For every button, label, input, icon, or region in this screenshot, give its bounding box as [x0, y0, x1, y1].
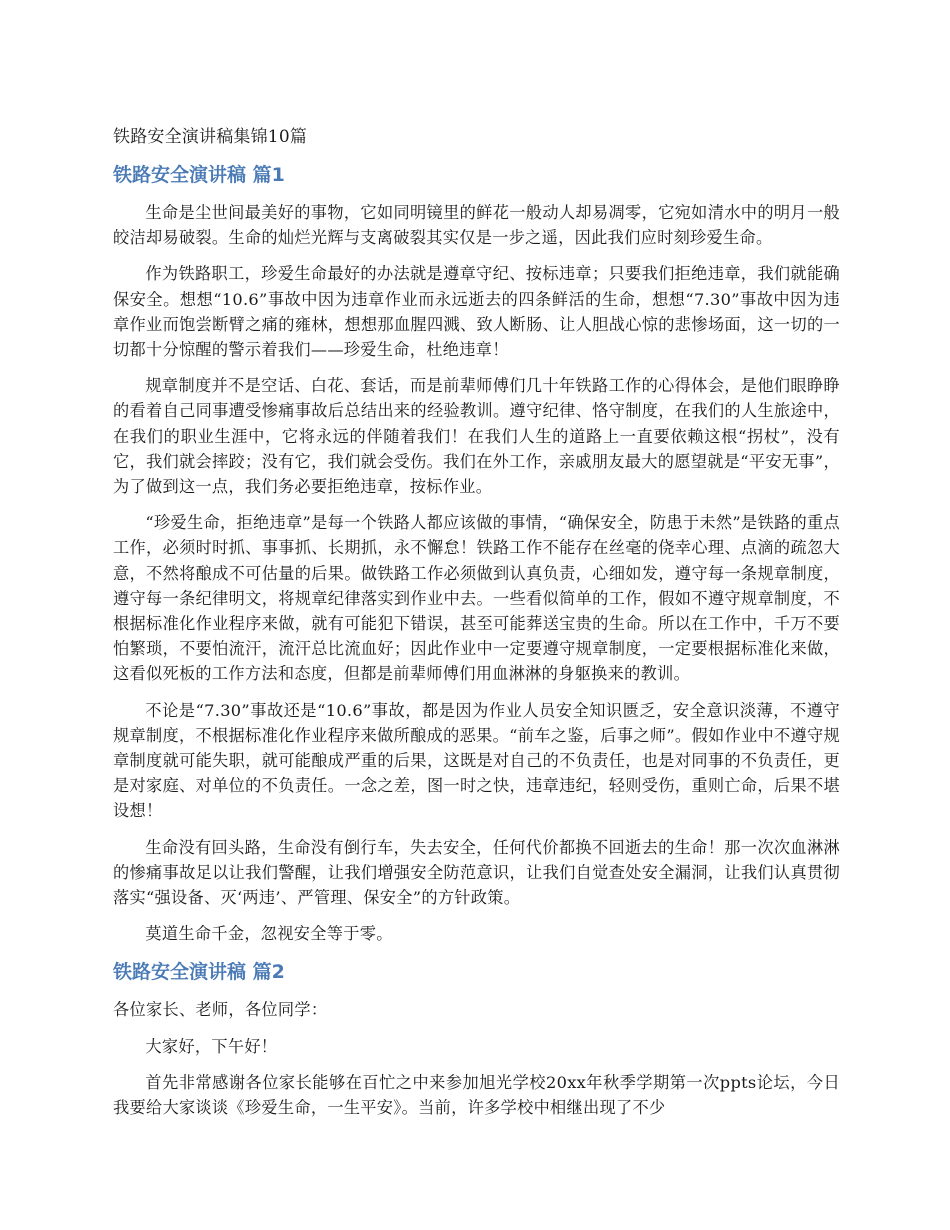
section-2	[113, 957, 840, 1120]
paragraph: 首先非常感谢各位家长能够在百忙之中来参加旭光学校20xx年秋季学期第一次ppts论坛，今日我要给大家谈谈《珍爱生命，一生平安》。当前，许多学校中相继出现了不少	[113, 1072, 840, 1118]
paragraph: 大家好，下午好！	[145, 1036, 278, 1056]
salutation: 各位家长、老师，各位同学：	[113, 1000, 328, 1020]
document-title: 铁路安全演讲稿集锦10篇	[113, 127, 308, 147]
section-heading: 铁路安全演讲稿 篇1	[113, 164, 285, 186]
section-1	[113, 160, 840, 946]
paragraph: 不论是“7.30”事故还是“10.6”事故，都是因为作业人员安全知识匮乏，安全意识淡薄，不遵守规章制度，不根据标准化作业程序来做所酿成的恶果。“前车之鉴，后事之师”。假如作业中不遵守规章制度就可能失职，就可能酿成严重的后果，这既是对自己的不负责任，也是对同事的不负责任，更是对家庭、对单位的不负责任。一念之差，图一时之快，违章违纪，轻则受伤，重则亡命，后果不堪设想！	[113, 700, 840, 821]
document-page	[113, 124, 840, 1131]
paragraph: 作为铁路职工，珍爱生命最好的办法就是遵章守纪、按标违章；只要我们拒绝违章，我们就能确保安全。想想“10.6”事故中因为违章作业而永远逝去的四条鲜活的生命，想想“7.30”事故中因为违章作业而饱尝断臂之痛的雍林，想想那血腥四溅、致人断肠、让人胆战心惊的悲惨场面，这一切的一切都十分惊醒的警示着我们——珍爱生命，杜绝违章！	[113, 264, 840, 360]
paragraph: 莫道生命千金，忽视安全等于零。	[145, 924, 393, 944]
paragraph: 规章制度并不是空话、白花、套话，而是前辈师傅们几十年铁路工作的心得体会，是他们眼睁睁的看着自己同事遭受惨痛事故后总结出来的经验教训。遵守纪律、恪守制度，在我们的人生旅途中，在我们的职业生涯中，它将永远的伴随着我们！在我们人生的道路上一直要依赖这根“拐杖”，没有它，我们就会摔跤；没有它，我们就会受伤。我们在外工作，亲戚朋友最大的愿望就是“平安无事”，为了做到这一点，我们务必要拒绝违章，按标作业。	[113, 376, 840, 497]
paragraph: 生命没有回头路，生命没有倒行车，失去安全，任何代价都换不回逝去的生命！那一次次血淋淋的惨痛事故足以让我们警醒，让我们增强安全防范意识，让我们自觉查处安全漏洞，让我们认真贯彻落实“强设备、灭‘两违’、严管理、保安全”的方针政策。	[113, 837, 840, 908]
paragraph: “珍爱生命，拒绝违章”是每一个铁路人都应该做的事情，“确保安全，防患于未然”是铁路的重点工作，必须时时抓、事事抓、长期抓，永不懈怠！铁路工作不能存在丝毫的侥幸心理、点滴的疏忽大意，不然将酿成不可估量的后果。做铁路工作必须做到认真负责，心细如发，遵守每一条规章制度，遵守每一条纪律明文，将规章纪律落实到作业中去。一些看似简单的工作，假如不遵守规章制度，不根据标准化作业程序来做，就有可能犯下错误，甚至可能葬送宝贵的生命。所以在工作中，千万不要怕繁琐，不要怕流汗，流汗总比流血好；因此作业中一定要遵守规章制度，一定要根据标准化来做，这看似死板的工作方法和态度，但都是前辈师傅们用血淋淋的身躯换来的教训。	[113, 513, 840, 684]
section-heading: 铁路安全演讲稿 篇2	[113, 961, 285, 984]
paragraph: 生命是尘世间最美好的事物，它如同明镜里的鲜花一般动人却易凋零，它宛如清水中的明月一般皎洁却易破裂。生命的灿烂光辉与支离破裂其实仅是一步之遥，因此我们应时刻珍爱生命。	[113, 203, 840, 248]
